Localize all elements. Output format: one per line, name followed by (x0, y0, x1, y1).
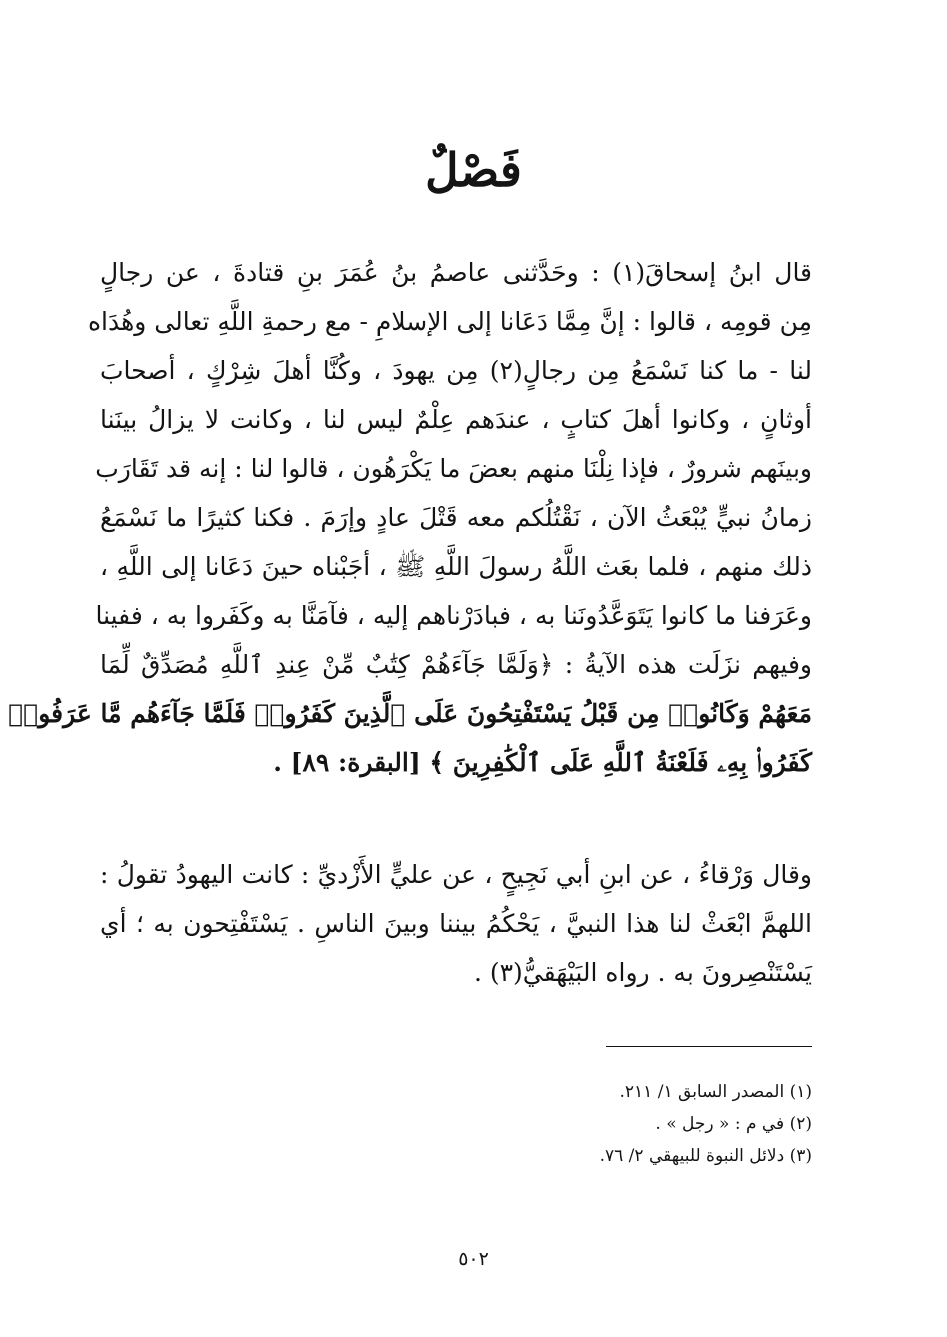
paragraph-ibn-ishaq (8, 248, 813, 787)
footnotes (400, 1076, 812, 1172)
footnote: (٢) في م : « رجل » . (655, 1114, 812, 1134)
paragraph-warqa (100, 850, 812, 997)
chapter-title: فَصْلٌ (425, 143, 522, 197)
text-line: زمانُ نبيٍّ يُبْعَثُ الآن ، نَقْتُلُكم معه قَتْلَ عادٍ وإرَمَ . فكنا كثيرًا ما نَسْمَعُ (100, 503, 812, 532)
text-line: وبينَهم شرورٌ ، فإذا نِلْنَا منهم بعضَ ما يَكْرَهُون ، قالوا لنا : إنه قد تَقَارَب (95, 454, 812, 483)
text-line: لنا - ما كنا نَسْمَعُ مِن رجالٍ(٢) مِن يهودَ ، وكُنَّا أهلَ شِرْكٍ ، أصحابَ (100, 356, 812, 385)
text-line: اللهمَّ ابْعَثْ لنا هذا النبيَّ ، يَحْكُمُ بيننا وبينَ الناسِ . يَسْتَفْتِحون به ؛ أي (100, 909, 812, 938)
text-line: أوثانٍ ، وكانوا أهلَ كتابٍ ، عندَهم عِلْمٌ ليس لنا ، وكانت لا يزالُ بينَنا (100, 405, 812, 434)
footnote: (٣) دلائل النبوة للبيهقي ٢/ ٧٦. (599, 1146, 812, 1166)
text-line: قال ابنُ إسحاقَ(١) : وحَدَّثنى عاصمُ بنُ عُمَرَ بنِ قتادةَ ، عن رجالٍ (100, 258, 813, 287)
quran-verse-line: مَعَهُمْ وَكَانُوا۟ مِن قَبْلُ يَسْتَفْتِحُونَ عَلَى ٱلَّذِينَ كَفَرُوا۟ فَلَمَّا جَآءَهُم مَّا عَرَفُوا۟ (8, 699, 812, 728)
text-line: وعَرَفنا ما كانوا يَتَوَعَّدُونَنا به ، فبادَرْناهم إليه ، فآمَنَّا به وكَفَروا به ، ففينا (95, 601, 812, 630)
text-line: مِن قومِه ، قالوا : إنَّ مِمَّا دَعَانا إلى الإسلامِ - مع رحمةِ اللَّهِ تعالى وهُدَاه (87, 307, 812, 336)
footnote: (١) المصدر السابق ١/ ٢١١. (619, 1082, 812, 1102)
text-line: ذلك منهم ، فلما بعَث اللَّهُ رسولَ اللَّهِ ﷺ ، أجَبْناه حينَ دَعَانا إلى اللَّهِ ، (100, 552, 812, 581)
text-line: يَسْتَنْصِرونَ به . رواه البَيْهَقيُّ(٣) . (473, 958, 812, 987)
text-line: وفيهم نزَلَت هذه الآيةُ : ﴿وَلَمَّا جَآءَهُمْ كِتَٰبٌ مِّنْ عِندِ ٱللَّهِ مُصَدِّقٌ لِّمَا (100, 650, 812, 679)
page-number: ٥٠٢ (458, 1248, 489, 1270)
footnote-divider (606, 1046, 812, 1047)
text-line: وقال وَرْقاءُ ، عن ابنِ أبي نَجِيحٍ ، عن عليٍّ الأَزْديِّ : كانت اليهودُ تقولُ : (100, 860, 812, 889)
quran-verse-line: كَفَرُوا۟ بِهِۦ فَلَعْنَةُ ٱللَّهِ عَلَى ٱلْكَٰفِرِينَ ﴾ [البقرة: ٨٩] . (273, 748, 812, 777)
